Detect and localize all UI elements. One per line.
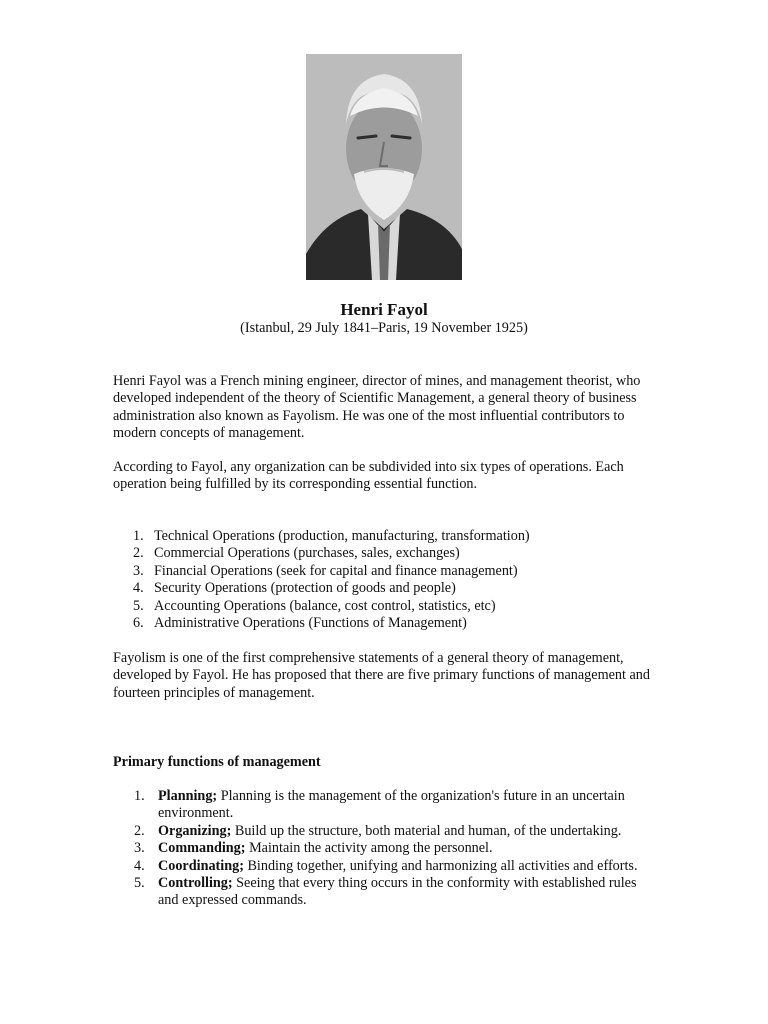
list-number: 2. bbox=[134, 822, 145, 839]
list-item bbox=[113, 563, 673, 580]
list-number: 5. bbox=[133, 597, 144, 614]
function-description: Planning is the management of the organization's future in an uncertain environment. bbox=[158, 788, 625, 822]
operations-intro-paragraph: According to Fayol, any organization can be subdivided into six types of operations. Each operation being fulfilled by its corresponding essential function. bbox=[113, 459, 624, 493]
function-description: Build up the structure, both material and human, of the undertaking. bbox=[231, 822, 622, 839]
function-term: Coordinating; bbox=[158, 857, 244, 874]
life-dates: (Istanbul, 29 July 1841–Paris, 19 November 1925) bbox=[240, 320, 528, 336]
list-number: 2. bbox=[133, 545, 144, 562]
list-text: Accounting Operations (balance, cost control, statistics, etc) bbox=[154, 597, 496, 614]
list-text: Technical Operations (production, manufacturing, transformation) bbox=[154, 528, 530, 544]
portrait-photo bbox=[306, 54, 462, 280]
functions-heading: Primary functions of management bbox=[113, 754, 321, 770]
function-term: Commanding; bbox=[158, 840, 246, 857]
list-text: Security Operations (protection of goods and people) bbox=[154, 580, 456, 597]
list-number: 1. bbox=[134, 788, 145, 804]
list-item bbox=[113, 545, 673, 562]
list-number: 4. bbox=[133, 580, 144, 597]
list-number: 3. bbox=[133, 562, 144, 579]
list-item bbox=[113, 823, 658, 840]
list-number: 1. bbox=[133, 528, 144, 544]
operations-list bbox=[113, 528, 673, 632]
list-number: 4. bbox=[134, 857, 145, 874]
person-name: Henri Fayol bbox=[340, 300, 428, 319]
list-item bbox=[113, 528, 673, 545]
function-term: Controlling; bbox=[158, 875, 233, 892]
list-number: 5. bbox=[134, 875, 145, 892]
fayolism-paragraph: Fayolism is one of the first comprehensive statements of a general theory of management, developed by Fayol. He has proposed that there are five primary functions of management and fourteen principles of management. bbox=[113, 650, 650, 701]
function-term: Organizing; bbox=[158, 822, 232, 839]
function-term: Planning; bbox=[158, 788, 218, 804]
list-number: 3. bbox=[134, 840, 145, 857]
intro-paragraph: Henri Fayol was a French mining engineer, director of mines, and management theorist, who developed independent of the theory of Scientific Management, a general theory of business administration also known as Fayolism. He was one of the most influential contributors to modern concepts of management. bbox=[113, 373, 641, 442]
list-item bbox=[113, 858, 658, 875]
function-description: Seeing that every thing occurs in the conformity with established rules and expressed commands. bbox=[158, 875, 637, 909]
list-item bbox=[113, 598, 673, 615]
list-item bbox=[113, 615, 673, 632]
list-item bbox=[113, 580, 673, 597]
list-text: Commercial Operations (purchases, sales, exchanges) bbox=[154, 545, 460, 562]
list-text: Administrative Operations (Functions of Management) bbox=[154, 615, 467, 632]
list-item bbox=[113, 875, 658, 910]
list-item bbox=[113, 840, 658, 857]
function-description: Maintain the activity among the personnel. bbox=[245, 840, 493, 857]
list-number: 6. bbox=[133, 615, 144, 632]
functions-list bbox=[113, 788, 673, 910]
list-text: Financial Operations (seek for capital and finance management) bbox=[154, 562, 518, 579]
function-description: Binding together, unifying and harmonizing all activities and efforts. bbox=[243, 857, 638, 874]
list-item bbox=[113, 788, 658, 823]
